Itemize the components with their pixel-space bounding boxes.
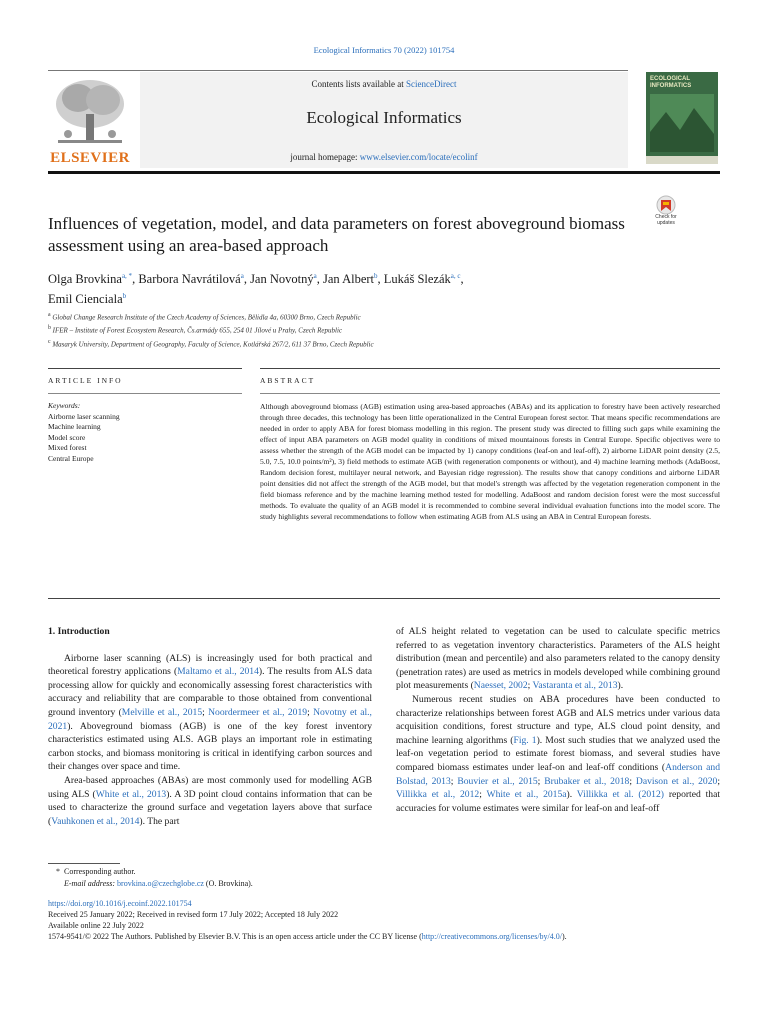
- text-run: ;: [537, 775, 545, 787]
- author-affiliation-mark[interactable]: b: [122, 292, 127, 301]
- sciencedirect-link[interactable]: ScienceDirect: [406, 79, 457, 89]
- text-run: reported that accuracies for volume estimates were similar for leaf-on and leaf-off: [396, 789, 720, 814]
- keyword: Machine learning: [48, 422, 101, 431]
- footnotes: [48, 866, 720, 890]
- text-run: ;: [307, 706, 314, 718]
- abstract-text: Although aboveground biomass (AGB) estimation using area-based approaches (ABAs) and its application to forestry have been actively researched through three decades, this technology has been little operationalized in the Central European forest sector. That means specific recommendations are needed in order to apply ABA for forest biomass modelling in this region. The present study was directed to filling such gaps while examining the effect of input ABA parameters on AGB model quality in conditions of mixed mountainous forests in Central Europe. Specific objectives were to assess whether the strength of the AGB model can be impacted by 1) canopy conditions (leaf-on and leaf-off), 2) airborne LiDAR point density (2.5, 5.0, 7.5, 10.0 points/m²), 3) field methods to estimate AGB (with regeneration components or without), and 4) machine learning methods (AdaBoost, Random decision forest, multilayer neural network, and Bayesian ridge regression). The results show that canopy conditions and airborne LiDAR point densities did not affect the strength of the AGB model, but that model's strength was affected by the vegetation regeneration component in the field biomass reference and by the machine learning method tested for modelling. AdaBoost and random decision forest were the most successful methods. To evaluate the quality of an AGB model it is recommended to combine several individual evaluation functions into the model score. The study highlights several recommendations to follow when estimating AGB from ALS using an ABA in Central European forests.: [260, 402, 720, 521]
- license-link[interactable]: http://creativecommons.org/licenses/by/4.0/: [421, 932, 563, 941]
- keywords-block: [48, 401, 242, 464]
- author[interactable]: Barbora Navrátilová: [138, 272, 241, 287]
- text-run: ). Aboveground biomass (AGB) is one of the key forest inventory characteristics estimated using ALS. AGB plays an important role in estimating carbon stocks, and biomass monitoring is critical in identifying carbon sources and their changes over space and time.: [48, 720, 372, 773]
- affiliation: $^b$ IFER – Institute of Forest Ecosystem Research, Čs.armády 655, 254 01 Jílové u Prahy, Czech Republic: [48, 325, 343, 335]
- journal-reference[interactable]: Ecological Informatics 70 (2022) 101754: [313, 45, 455, 55]
- affiliation: $^c$ Masaryk University, Department of Geography, Faculty of Science, Kotlářská 267/2, 611 37 Brno, Czech Republic: [48, 338, 374, 348]
- author-affiliation-mark[interactable]: a: [313, 272, 317, 280]
- journal-homepage-line: [140, 152, 628, 162]
- keyword: Central Europe: [48, 453, 94, 463]
- text-run: ;: [527, 680, 533, 692]
- abstract-heading: ABSTRACT: [260, 376, 316, 385]
- citation-link[interactable]: White et al., 2013: [95, 788, 167, 800]
- keywords-label: Keywords:: [48, 401, 81, 410]
- paragraph: [48, 652, 372, 774]
- cover-title: ECOLOGICAL INFORMATICS: [650, 76, 692, 89]
- abstract-bottom-rule: [48, 598, 720, 599]
- corresponding-author-note: * Corresponding author.: [56, 867, 136, 876]
- email-note: E-mail address: brovkina.o@czechglobe.cz (O. Brovkina).: [64, 879, 253, 888]
- footnote-rule: [48, 863, 120, 864]
- citation-link[interactable]: Bouvier et al., 2015: [457, 775, 538, 787]
- received-dates: Received 25 January 2022; Received in revised form 17 July 2022; Accepted 18 July 2022: [48, 910, 339, 919]
- article-info-heading: ARTICLE INFO: [48, 376, 123, 385]
- paragraph: [396, 693, 720, 815]
- check-for-updates-label[interactable]: Check for updates: [655, 214, 677, 226]
- author-affiliation-mark[interactable]: a, c: [450, 272, 461, 280]
- section-title: 1. Introduction: [48, 626, 110, 637]
- asterisk-mark: *: [56, 867, 60, 876]
- keyword: Airborne laser scanning: [48, 411, 120, 421]
- body-column-right: [396, 625, 720, 815]
- citation-link[interactable]: White et al., 2015a: [486, 789, 567, 801]
- header-bottom-rule: [48, 171, 720, 174]
- author-affiliation-mark[interactable]: a: [240, 272, 244, 280]
- text-run: of ALS height related to vegetation can be used to calculate specific metrics referred to as vegetation inventory characteristics. Parameters of the ALS height distribution (mean and percentile) and also parameters related to the canopy density (penetration rates) are used as metrics in models developed while combining ground plot measurements (: [396, 626, 720, 692]
- citation-link[interactable]: Davison et al., 2020: [635, 775, 718, 787]
- citation-link[interactable]: Anderson and Bolstad, 2013: [396, 761, 720, 787]
- paragraph: [48, 774, 372, 828]
- contents-prefix: Contents lists available at: [311, 79, 406, 89]
- homepage-prefix: journal homepage:: [290, 152, 360, 162]
- citation-link[interactable]: Maltamo et al., 2014: [177, 666, 259, 678]
- email-link[interactable]: brovkina.o@czechglobe.cz: [117, 879, 204, 888]
- contents-available-line: [140, 79, 628, 89]
- journal-title: Ecological Informatics: [306, 108, 462, 127]
- citation-link[interactable]: Brubaker et al., 2018: [544, 775, 630, 787]
- text-run: ). Most such studies that we analyzed used the leaf-on vegetation period to estimate forest biomass, and several studies have compared biomass estimates under leaf-on and leaf-off conditions (: [396, 734, 720, 773]
- citation-link[interactable]: Villikka et al., 2012: [396, 789, 480, 801]
- body-column-left: [48, 625, 372, 828]
- text-run: ). A 3D point cloud contains information that can be used to characterize the ground surface and vegetation layers above that surface (: [48, 788, 372, 827]
- online-date: Available online 22 July 2022: [48, 921, 144, 930]
- citation-link[interactable]: Vauhkonen et al., 2014: [51, 815, 140, 827]
- author[interactable]: Jan Albert: [322, 272, 375, 287]
- citation-link[interactable]: Novotny et al., 2021: [48, 706, 372, 732]
- keyword: Model score: [48, 432, 86, 442]
- citation-link[interactable]: Vastaranta et al., 2013: [532, 680, 618, 692]
- text-run: ).: [617, 680, 624, 692]
- text-run: ;: [450, 775, 458, 787]
- article-title: Influences of vegetation, model, and data parameters on forest aboveground biomass assessment using an area-based approach: [48, 214, 625, 255]
- citation-link[interactable]: Noordermeer et al., 2019: [208, 706, 308, 718]
- citation-link[interactable]: Villikka et al. (2012): [576, 789, 664, 801]
- citation-link[interactable]: Naesset, 2002: [473, 680, 528, 692]
- header-top-rule: [48, 70, 628, 71]
- author[interactable]: Lukáš Slezák: [383, 272, 451, 287]
- text-run: Area-based approaches (ABAs) are most commonly used for modelling AGB using ALS (: [48, 774, 372, 800]
- text-run: ). The results from ALS data processing allow for quickly and economically assessing forest characteristics with accuracy and reliability that are comparable to those obtained from conventional ground inventory (: [48, 666, 372, 718]
- text-run: ;: [717, 775, 720, 787]
- citation-link[interactable]: Melville et al., 2015: [121, 706, 203, 718]
- article-info-top-rule: [48, 368, 242, 369]
- text-run: ).: [566, 789, 577, 801]
- affiliation: $^a$ Global Change Research Institute of the Czech Academy of Sciences, Bělidla 4a, 60300 Brno, Czech Republic: [48, 312, 361, 322]
- text-run: ;: [202, 706, 209, 718]
- homepage-link[interactable]: www.elsevier.com/locate/ecolinf: [359, 152, 478, 162]
- author-affiliation-mark[interactable]: b: [374, 272, 378, 280]
- author-list: Olga Brovkina$^{a, *}$, Barbora Navrátilová$^a$, Jan Novotný$^a$, Jan Albert$^b$, Lukáš Slezák$^{a, c}$, Emil Cienciala$^b$: [48, 272, 464, 307]
- article-info-rule: [48, 393, 242, 394]
- keyword: Mixed forest: [48, 443, 87, 452]
- abstract-rule: [260, 393, 720, 394]
- text-run: ;: [479, 789, 487, 801]
- citation-link[interactable]: Fig. 1: [513, 734, 537, 746]
- text-run: ;: [629, 775, 636, 787]
- publisher-name: ELSEVIER: [50, 150, 130, 166]
- author[interactable]: Emil Cienciala: [48, 292, 123, 307]
- affiliations: [48, 310, 688, 350]
- text-run: Numerous recent studies on ABA procedures have been conducted to characterize relationships between forest AGB and ALS metrics under various data acquisition conditions, forest structure and type, ALS cloud point density, and machine learning algorithms (: [396, 693, 720, 746]
- doi-link[interactable]: https://doi.org/10.1016/j.ecoinf.2022.101754: [48, 899, 192, 908]
- paragraph: [396, 625, 720, 693]
- text-run: Airborne laser scanning (ALS) is increasingly used for both practical and theoretical forestry applications (: [48, 652, 372, 678]
- license-line: 1574-9541/© 2022 The Authors. Published by Elsevier B.V. This is an open access article under the CC BY license (http://creativecommons.org/licenses/by/4.0/).: [48, 932, 567, 941]
- abstract-top-rule: [260, 368, 720, 369]
- text-run: ). The part: [139, 815, 180, 827]
- article-metadata: [48, 898, 748, 942]
- author[interactable]: Jan Novotný: [250, 272, 314, 287]
- author[interactable]: Olga Brovkina: [48, 272, 122, 287]
- author-affiliation-mark[interactable]: a, *: [121, 272, 133, 280]
